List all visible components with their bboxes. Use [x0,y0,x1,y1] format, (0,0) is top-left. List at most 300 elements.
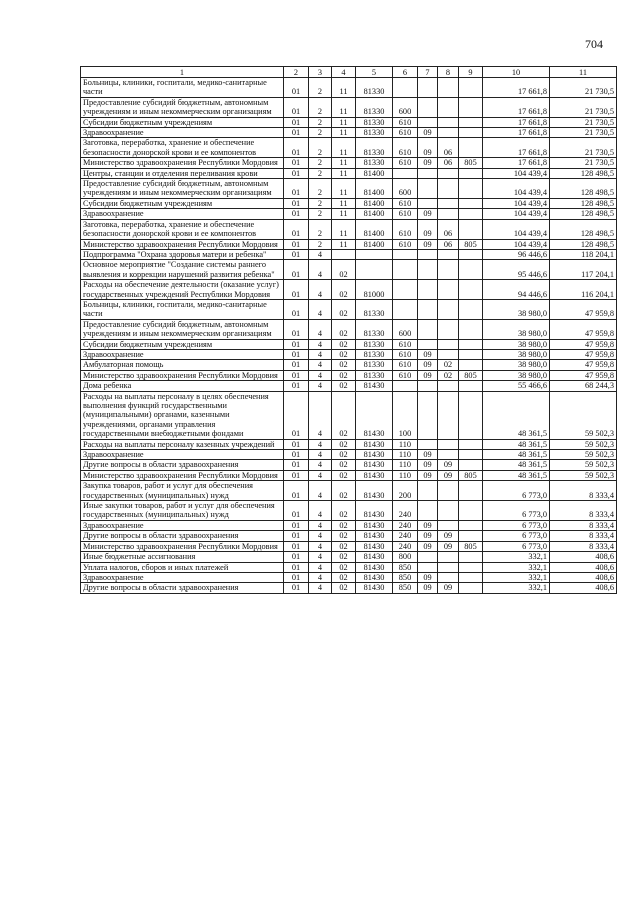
table-row [81,460,617,470]
table-cell: 02 [332,260,356,280]
table-cell: 02 [332,370,356,380]
table-row [81,128,617,138]
table-cell: 38 980,0 [483,370,550,380]
table-cell: 104 439,4 [483,239,550,249]
table-row [81,179,617,199]
row-label: Заготовка, переработка, хранение и обеспечение безопасности донорской крови и ее компонентов [81,138,284,158]
table-cell: 610 [393,370,418,380]
table-cell: 128 498,5 [550,168,617,178]
table-cell: 240 [393,520,418,530]
table-cell: 01 [284,78,309,98]
table-cell: 01 [284,128,309,138]
table-cell [459,339,483,349]
table-cell: 01 [284,541,309,551]
table-row [81,319,617,339]
table-cell: 01 [284,501,309,521]
table-cell: 104 439,4 [483,219,550,239]
table-cell: 02 [332,339,356,349]
table-cell: 21 730,5 [550,138,617,158]
table-cell: 02 [332,520,356,530]
table-cell [393,168,418,178]
table-cell: 8 333,4 [550,481,617,501]
row-label: Здравоохранение [81,450,284,460]
row-label: Здравоохранение [81,520,284,530]
table-cell: 02 [332,280,356,300]
table-cell: 01 [284,460,309,470]
table-cell [418,339,438,349]
row-label: Расходы на выплаты персоналу казенных учреждений [81,439,284,449]
table-cell: 805 [459,158,483,168]
table-cell: 332,1 [483,583,550,593]
table-row [81,439,617,449]
table-cell: 02 [332,299,356,319]
table-cell: 2 [309,239,332,249]
table-cell: 01 [284,219,309,239]
table-cell: 2 [309,158,332,168]
budget-table [80,66,617,594]
table-cell: 805 [459,239,483,249]
table-cell: 408,6 [550,583,617,593]
table-cell: 2 [309,219,332,239]
table-cell: 81430 [356,460,393,470]
table-row [81,299,617,319]
table-cell: 240 [393,501,418,521]
table-cell: 110 [393,450,418,460]
table-cell [438,249,459,259]
table-cell: 2 [309,138,332,158]
table-cell: 6 773,0 [483,531,550,541]
table-cell: 01 [284,117,309,127]
table-cell: 240 [393,531,418,541]
table-cell: 09 [438,470,459,480]
table-cell: 02 [438,370,459,380]
table-cell: 11 [332,209,356,219]
table-cell: 850 [393,583,418,593]
row-label: Центры, станции и отделения переливания крови [81,168,284,178]
table-cell: 17 661,8 [483,97,550,117]
table-cell [438,209,459,219]
table-row [81,78,617,98]
table-cell: 81430 [356,391,393,439]
row-label: Министерство здравоохранения Республики Мордовия [81,370,284,380]
table-cell: 06 [438,239,459,249]
table-cell: 09 [418,158,438,168]
table-row [81,391,617,439]
table-cell: 47 959,8 [550,349,617,359]
table-cell: 01 [284,168,309,178]
table-cell: 02 [332,381,356,391]
row-label: Предоставление субсидий бюджетным, автономным учреждениям и иным некоммерческим организациям [81,319,284,339]
column-header: 3 [309,67,332,78]
table-cell: 09 [418,239,438,249]
table-cell: 59 502,3 [550,470,617,480]
table-cell [459,391,483,439]
table-cell: 128 498,5 [550,219,617,239]
table-cell [418,280,438,300]
table-cell: 118 204,1 [550,249,617,259]
column-header: 10 [483,67,550,78]
table-cell: 81330 [356,360,393,370]
table-cell: 81430 [356,541,393,551]
row-label: Основное мероприятие "Создание системы раннего выявления и коррекции нарушений развития ребенка" [81,260,284,280]
table-cell: 17 661,8 [483,138,550,158]
row-label: Другие вопросы в области здравоохранения [81,531,284,541]
table-row [81,209,617,219]
table-cell [438,439,459,449]
table-cell: 94 446,6 [483,280,550,300]
table-cell [418,381,438,391]
table-cell: 01 [284,280,309,300]
table-cell: 2 [309,179,332,199]
row-label: Здравоохранение [81,128,284,138]
table-cell: 240 [393,541,418,551]
table-cell [459,552,483,562]
table-cell: 06 [438,138,459,158]
table-cell: 02 [332,460,356,470]
table-row [81,138,617,158]
table-cell: 09 [438,531,459,541]
table-cell: 11 [332,198,356,208]
table-cell: 4 [309,552,332,562]
table-cell: 850 [393,562,418,572]
table-cell: 104 439,4 [483,198,550,208]
table-cell [438,450,459,460]
table-cell [459,583,483,593]
table-cell: 81430 [356,572,393,582]
table-cell: 2 [309,117,332,127]
table-cell [393,249,418,259]
table-cell [438,552,459,562]
row-label: Министерство здравоохранения Республики Мордовия [81,239,284,249]
table-cell: 81430 [356,439,393,449]
table-cell: 4 [309,339,332,349]
table-cell [459,450,483,460]
table-cell: 81330 [356,97,393,117]
row-label: Другие вопросы в области здравоохранения [81,583,284,593]
table-cell: 38 980,0 [483,339,550,349]
column-header: 9 [459,67,483,78]
table-cell: 01 [284,450,309,460]
row-label: Иные закупки товаров, работ и услуг для обеспечения государственных (муниципальных) нужд [81,501,284,521]
table-cell [459,117,483,127]
table-cell: 09 [418,572,438,582]
table-cell: 128 498,5 [550,209,617,219]
table-cell: 01 [284,360,309,370]
row-label: Иные бюджетные ассигнования [81,552,284,562]
table-cell: 800 [393,552,418,562]
table-cell [438,562,459,572]
table-cell [438,198,459,208]
table-cell: 8 333,4 [550,520,617,530]
table-cell: 81430 [356,481,393,501]
table-cell: 2 [309,97,332,117]
table-cell: 01 [284,370,309,380]
table-cell: 02 [332,391,356,439]
table-cell: 09 [418,531,438,541]
table-row [81,501,617,521]
table-cell [459,179,483,199]
table-cell [393,299,418,319]
table-cell [418,249,438,259]
table-cell [438,481,459,501]
table-cell: 48 361,5 [483,470,550,480]
table-cell [418,562,438,572]
table-cell [393,280,418,300]
table-cell: 4 [309,572,332,582]
table-cell [356,260,393,280]
table-cell: 02 [332,470,356,480]
column-header: 4 [332,67,356,78]
table-cell [418,552,438,562]
table-cell [438,319,459,339]
table-cell [438,97,459,117]
table-cell: 09 [418,138,438,158]
row-label: Заготовка, переработка, хранение и обеспечение безопасности донорской крови и ее компонентов [81,219,284,239]
table-cell: 48 361,5 [483,391,550,439]
table-row [81,360,617,370]
table-cell [418,391,438,439]
table-cell: 81430 [356,562,393,572]
table-cell: 100 [393,391,418,439]
table-cell: 11 [332,78,356,98]
table-cell [459,319,483,339]
table-cell: 09 [438,583,459,593]
table-cell: 104 439,4 [483,179,550,199]
table-cell: 4 [309,391,332,439]
table-cell [438,128,459,138]
table-cell: 02 [332,319,356,339]
table-cell: 17 661,8 [483,158,550,168]
table-cell: 47 959,8 [550,339,617,349]
table-cell [332,249,356,259]
table-cell: 610 [393,209,418,219]
table-cell: 38 980,0 [483,349,550,359]
table-cell: 09 [418,460,438,470]
row-label: Уплата налогов, сборов и иных платежей [81,562,284,572]
table-cell: 01 [284,552,309,562]
table-cell [459,299,483,319]
table-cell [438,572,459,582]
table-cell: 8 333,4 [550,531,617,541]
row-label: Больницы, клиники, госпитали, медико-санитарные части [81,78,284,98]
row-label: Субсидии бюджетным учреждениям [81,339,284,349]
table-cell [459,97,483,117]
table-cell: 81400 [356,239,393,249]
row-label: Здравоохранение [81,209,284,219]
table-cell: 11 [332,138,356,158]
table-cell: 09 [418,349,438,359]
table-header-row [81,67,617,78]
table-cell [418,179,438,199]
table-cell [418,78,438,98]
table-cell: 6 773,0 [483,520,550,530]
table-cell [459,460,483,470]
table-cell [438,501,459,521]
table-row [81,541,617,551]
row-label: Другие вопросы в области здравоохранения [81,460,284,470]
table-cell [356,249,393,259]
table-cell: 48 361,5 [483,460,550,470]
table-cell: 4 [309,249,332,259]
row-label: Расходы на выплаты персоналу в целях обеспечения выполнения функций государственными (муниципальными) органами, казенными учреждениями, органами управления государственными внебюджетными фондами [81,391,284,439]
table-cell: 38 980,0 [483,299,550,319]
table-cell: 38 980,0 [483,360,550,370]
column-header: 11 [550,67,617,78]
table-cell: 128 498,5 [550,198,617,208]
table-cell: 02 [332,439,356,449]
table-cell: 8 333,4 [550,541,617,551]
table-cell: 4 [309,460,332,470]
table-cell: 81430 [356,583,393,593]
column-header: 7 [418,67,438,78]
table-cell: 01 [284,562,309,572]
table-cell: 01 [284,520,309,530]
table-cell: 81430 [356,501,393,521]
table-cell: 2 [309,128,332,138]
table-cell: 8 333,4 [550,501,617,521]
table-cell: 48 361,5 [483,439,550,449]
table-cell: 11 [332,219,356,239]
table-cell: 81400 [356,179,393,199]
table-cell: 59 502,3 [550,391,617,439]
table-cell: 01 [284,381,309,391]
table-cell: 610 [393,339,418,349]
table-cell: 01 [284,470,309,480]
table-cell: 47 959,8 [550,319,617,339]
table-cell [459,349,483,359]
table-cell: 02 [332,360,356,370]
table-cell: 610 [393,158,418,168]
table-cell: 805 [459,541,483,551]
table-cell: 4 [309,520,332,530]
table-cell: 81430 [356,520,393,530]
table-cell [418,97,438,117]
table-cell: 21 730,5 [550,78,617,98]
table-cell: 408,6 [550,562,617,572]
page-number: 704 [585,37,603,51]
table-cell: 68 244,3 [550,381,617,391]
table-cell: 02 [332,450,356,460]
table-cell: 47 959,8 [550,299,617,319]
table-cell [459,168,483,178]
table-cell: 4 [309,299,332,319]
table-cell [418,319,438,339]
table-cell: 01 [284,391,309,439]
table-cell: 11 [332,168,356,178]
row-label: Субсидии бюджетным учреждениям [81,117,284,127]
table-cell: 408,6 [550,572,617,582]
table-cell [459,439,483,449]
table-cell: 48 361,5 [483,450,550,460]
table-cell: 4 [309,583,332,593]
table-cell [418,168,438,178]
table-cell: 332,1 [483,572,550,582]
table-cell: 610 [393,138,418,158]
table-cell: 09 [418,209,438,219]
table-cell: 610 [393,128,418,138]
table-cell: 81400 [356,198,393,208]
table-cell: 01 [284,239,309,249]
table-row [81,470,617,480]
table-cell: 805 [459,370,483,380]
row-label: Закупка товаров, работ и услуг для обеспечения государственных (муниципальных) нужд [81,481,284,501]
table-cell: 02 [438,360,459,370]
table-cell: 81430 [356,450,393,460]
table-cell: 4 [309,280,332,300]
table-cell [459,209,483,219]
table-cell: 21 730,5 [550,117,617,127]
table-cell: 81330 [356,158,393,168]
row-label: Министерство здравоохранения Республики Мордовия [81,470,284,480]
table-cell: 09 [418,128,438,138]
table-cell: 104 439,4 [483,209,550,219]
table-row [81,117,617,127]
table-cell: 4 [309,562,332,572]
table-row [81,249,617,259]
table-cell: 81330 [356,78,393,98]
table-row [81,531,617,541]
table-cell: 116 204,1 [550,280,617,300]
table-cell: 09 [418,370,438,380]
table-row [81,481,617,501]
table-row [81,158,617,168]
table-cell: 610 [393,360,418,370]
table-cell: 81430 [356,552,393,562]
table-cell: 610 [393,239,418,249]
table-cell [459,280,483,300]
table-cell: 01 [284,179,309,199]
table-cell: 17 661,8 [483,117,550,127]
table-cell: 2 [309,209,332,219]
table-cell: 01 [284,260,309,280]
table-cell [459,128,483,138]
table-cell: 600 [393,97,418,117]
table-cell: 01 [284,198,309,208]
table-cell: 600 [393,319,418,339]
table-cell: 4 [309,531,332,541]
table-cell: 610 [393,219,418,239]
table-cell [393,260,418,280]
row-label: Субсидии бюджетным учреждениям [81,198,284,208]
table-cell: 11 [332,179,356,199]
table-cell: 6 773,0 [483,501,550,521]
table-cell: 4 [309,370,332,380]
table-cell: 81330 [356,349,393,359]
table-cell: 4 [309,541,332,551]
table-cell: 104 439,4 [483,168,550,178]
table-cell: 02 [332,349,356,359]
table-cell [418,439,438,449]
table-cell: 01 [284,572,309,582]
table-cell: 6 773,0 [483,541,550,551]
table-cell [438,520,459,530]
table-row [81,552,617,562]
table-cell: 01 [284,439,309,449]
table-cell [438,78,459,98]
table-cell: 21 730,5 [550,128,617,138]
table-cell: 01 [284,339,309,349]
table-cell: 6 773,0 [483,481,550,501]
table-cell [459,198,483,208]
table-cell [459,531,483,541]
table-cell [438,349,459,359]
table-cell: 02 [332,552,356,562]
table-cell [418,501,438,521]
table-cell: 01 [284,481,309,501]
table-cell: 4 [309,481,332,501]
table-cell: 128 498,5 [550,239,617,249]
table-row [81,239,617,249]
